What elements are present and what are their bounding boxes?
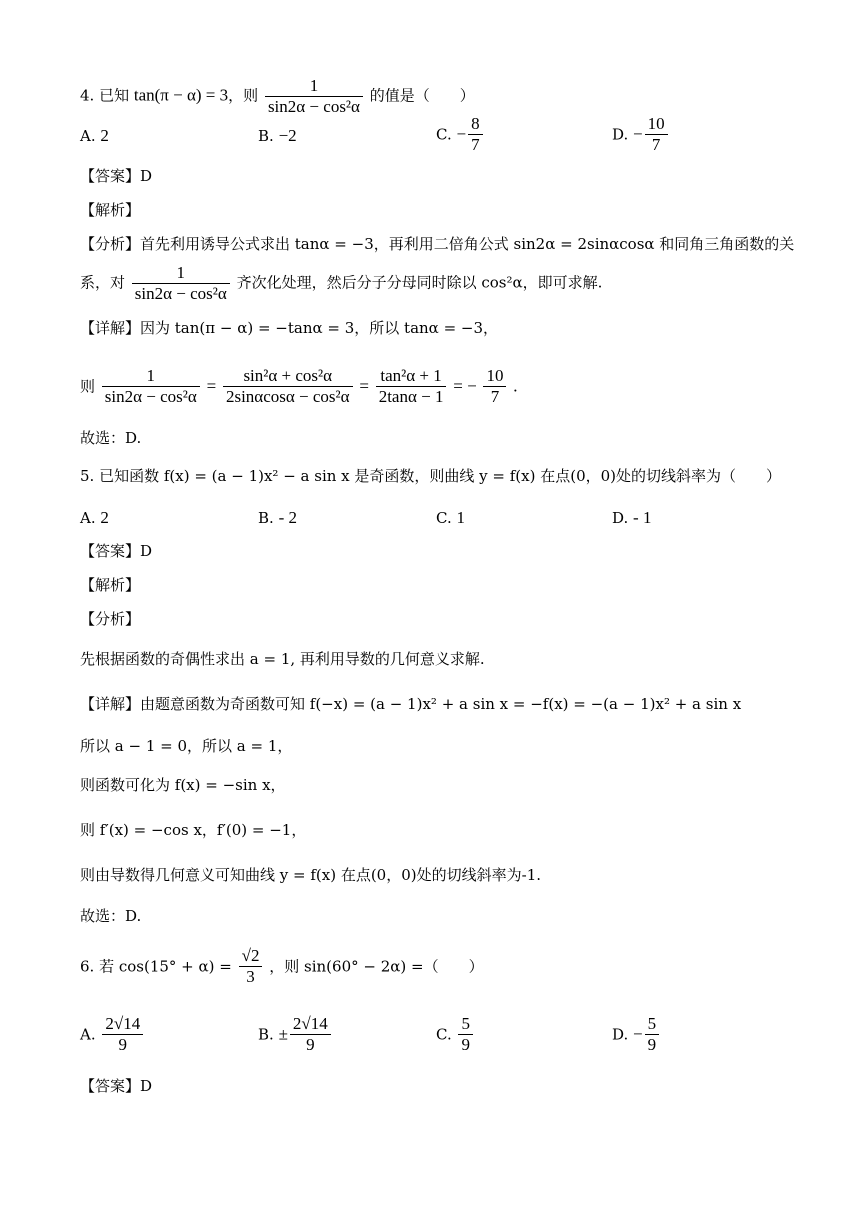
q5-choose: 故选：D. <box>80 907 142 925</box>
q5-option-c: C. 1 <box>436 508 465 527</box>
q4-detail-line2: 则 $\frac{1}{\text{sin2α − cos²α}}$ = $\frac{\text{sin²α + cos²α}}{\text{2sinαcosα − cos²α}}$ = $\frac{\text{tan²α + 1}}{2\tan\alpha - 1}$ = − $\frac{10}{7}$ . <box>80 366 518 406</box>
q4-analysis-line2: 系，对 $\frac{1}{\text{sin2α − cos²α}}$ 齐次化处理，然后分子分母同时除以 cos²α，即可求解. <box>80 263 603 303</box>
q6-option-c: C. $\frac{5}{9}$ <box>436 1014 475 1055</box>
q5-option-a: A. 2 <box>80 508 109 527</box>
q4-option-d: D. − $\frac{10}{7}$ <box>612 114 670 155</box>
q4-option-a: A. 2 <box>80 126 109 145</box>
q6-option-a: A. $\frac{2√14}{9}$ <box>80 1014 145 1055</box>
q6-option-d: D. − $\frac{5}{9}$ <box>612 1014 661 1055</box>
q4-fraction: $\frac{1}{\text{sin2α − cos²α}}$ <box>265 76 363 117</box>
q5-detail-line4: 则 f′(x) = −cos x，f′(0) = −1， <box>80 821 307 839</box>
q6-option-b: B. ± $\frac{2√14}{9}$ <box>258 1014 333 1055</box>
q5-fenxi-body: 先根据函数的奇偶性求出 a = 1, 再利用导数的几何意义求解. <box>80 650 485 668</box>
q4-choose: 故选：D. <box>80 429 142 447</box>
q6-answer: 【答案】D <box>80 1077 153 1095</box>
q5-stem: 5. 已知函数 f(x) = (a − 1)x² − a sin x 是奇函数，则曲线 y = f(x) 在点(0，0)处的切线斜率为（ ） <box>80 467 782 485</box>
q4-stem: 4. 已知 tan(π − α) = 3，则 $\frac{1}{\text{sin2α − cos²α}}$ 的值是（ ） <box>80 76 475 116</box>
q5-jiexi: 【解析】 <box>80 576 141 594</box>
q5-answer: 【答案】D <box>80 542 153 560</box>
q4-answer: 【答案】D <box>80 167 153 185</box>
q4-jiexi: 【解析】 <box>80 201 141 219</box>
q6-fraction: $\frac{√2}{3}$ <box>239 946 263 987</box>
q6-stem: 6. 若 cos(15° + α) = $\frac{√2}{3}$ ，则 sin(60° − 2α) =（ ） <box>80 946 484 986</box>
q4-option-c: C. − $\frac{8}{7}$ <box>436 114 485 155</box>
q5-detail-line3: 则函数可化为 f(x) = −sin x， <box>80 776 286 794</box>
q4-detail-line1: 【详解】因为 tan(π − α) = −tanα = 3，所以 tanα = −3， <box>80 319 499 337</box>
q4-option-b: B. −2 <box>258 126 297 145</box>
q5-detail-line1: 【详解】由题意函数为奇函数可知 f(−x) = (a − 1)x² + a sin x = −f(x) = −(a − 1)x² + a sin x <box>80 695 742 713</box>
q4-tan-expr: tan(π − α) = 3 <box>133 85 229 105</box>
q5-detail-line5: 则由导数得几何意义可知曲线 y = f(x) 在点(0，0)处的切线斜率为-1. <box>80 866 542 884</box>
q5-option-d: D. - 1 <box>612 508 652 527</box>
q4-analysis-line1: 【分析】首先利用诱导公式求出 tanα = −3，再利用二倍角公式 sin2α = 2sinαcosα 和同角三角函数的关 <box>80 235 795 253</box>
q5-fenxi: 【分析】 <box>80 610 141 628</box>
q5-detail-line2: 所以 a − 1 = 0，所以 a = 1， <box>80 737 293 755</box>
q5-option-b: B. - 2 <box>258 508 297 527</box>
